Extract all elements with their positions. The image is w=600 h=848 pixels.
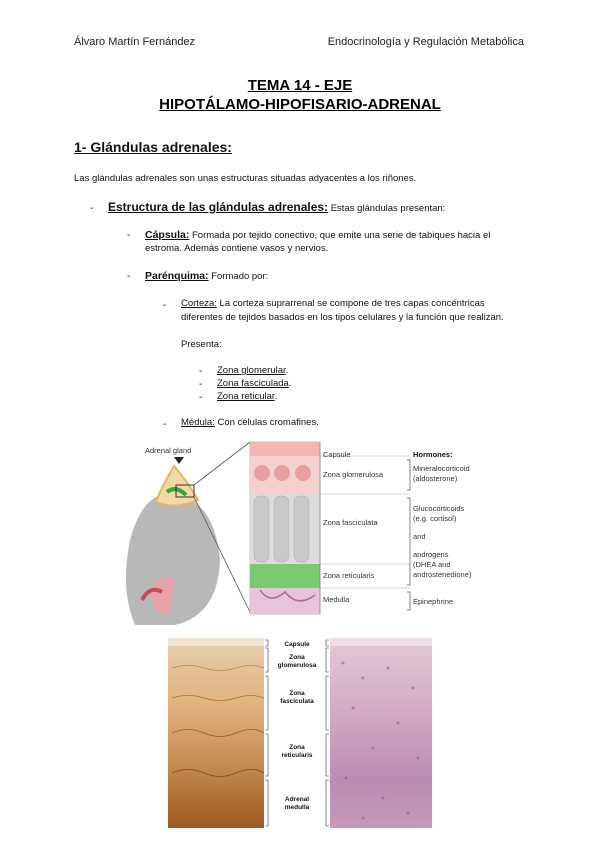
layer-label: Capsule <box>323 450 351 459</box>
histology-figure <box>168 638 432 828</box>
bullet-dash: - <box>199 366 203 377</box>
hormone-text: Glucocorticoids <box>413 504 465 513</box>
histology-micrograph <box>330 638 432 828</box>
medula-text: Con células cromafines. <box>214 417 319 428</box>
reticularis-layer <box>250 564 320 588</box>
hormone-text: (e.g. cortisol) <box>413 514 457 523</box>
page-title-line2: HIPOTÁLAMO-HIPOFISARIO-ADRENAL <box>159 96 441 113</box>
page-title-line1: TEMA 14 - EJE <box>247 77 353 94</box>
label-pointer-icon <box>174 457 184 464</box>
histology-label: Zona <box>289 654 305 661</box>
hormone-text: and <box>413 532 426 541</box>
histology-label: medulla <box>284 804 310 811</box>
corteza-line2: diferentes de tejidos basados en los tipos celulares y la función que realizan. <box>181 312 504 323</box>
histology-drawing <box>168 638 264 828</box>
section-heading: 1- Glándulas adrenales: <box>74 139 232 155</box>
capsula-term: Cápsula: <box>145 229 190 241</box>
hormone-text: (DHEA and <box>413 560 451 569</box>
histology-label: glomerulosa <box>277 662 317 669</box>
medula-line <box>181 416 319 430</box>
capsula-line1 <box>145 228 490 243</box>
capsule-layer <box>250 442 320 456</box>
histology-label: fasciculata <box>280 698 314 705</box>
header-author: Álvaro Martín Fernández <box>74 36 196 48</box>
bullet-dash: - <box>90 203 94 214</box>
layer-label: Zona fasciculata <box>323 518 378 527</box>
bullet-dash: - <box>199 379 203 390</box>
parenquima-line <box>145 269 268 284</box>
parenquima-text: Formado por: <box>208 271 269 282</box>
bullet-dash: - <box>127 271 131 282</box>
parenquima-term: Parénquima: <box>145 270 209 282</box>
intro-paragraph: Las glándulas adrenales son unas estructuras situadas adyacentes a los riñones. <box>74 173 417 184</box>
capsula-text: Formada por tejido conectivo, que emite una serie de tabiques hacia el <box>189 230 491 241</box>
hormone-text: Mineralocorticoid <box>413 464 470 473</box>
zona-item: Zona reticular. <box>217 391 278 402</box>
corteza-text: La corteza suprarrenal se compone de tres capas concéntricas <box>216 298 485 309</box>
histology-label: Capsule <box>284 641 310 648</box>
bullet-dash: - <box>127 230 131 241</box>
hormone-text: (aldosterone) <box>413 474 458 483</box>
layer-label: Zona reticularis <box>323 571 375 580</box>
zona-item: Zona glomerular. <box>217 365 289 376</box>
structure-text: Estas glándulas presentan: <box>328 203 446 214</box>
structure-line <box>108 200 445 216</box>
corteza-line1 <box>181 297 485 311</box>
layer-label: Zona glomerulosa <box>323 470 384 479</box>
hormone-text: androgens <box>413 550 449 559</box>
hormones-title: Hormones: <box>413 450 453 459</box>
hormone-text: Epinephrine <box>413 597 454 606</box>
presenta-label: Presenta: <box>181 339 222 350</box>
corteza-term: Corteza: <box>181 298 217 309</box>
header-subject: Endocrinología y Regulación Metabólica <box>327 36 524 48</box>
medula-term: Médula: <box>181 417 215 428</box>
zoom-line-top <box>194 442 250 485</box>
bullet-dash: - <box>163 300 167 311</box>
histology-label: reticularis <box>281 752 313 759</box>
adrenal-gland-label: Adrenal gland <box>145 446 192 455</box>
layer-label: Medulla <box>323 595 350 604</box>
capsula-line2: estroma. Además contiene vasos y nervios. <box>145 243 329 254</box>
kidney-shape <box>126 493 220 625</box>
adrenal-diagram-figure <box>120 440 490 630</box>
hormone-text: androstenedione) <box>413 570 472 579</box>
bullet-dash: - <box>163 419 167 430</box>
structure-title: Estructura de las glándulas adrenales: <box>108 200 329 214</box>
zona-item: Zona fasciculada. <box>217 378 292 389</box>
histology-label: Zona <box>289 690 305 697</box>
adrenal-gland-shape <box>156 466 198 506</box>
histology-label: Zona <box>289 744 305 751</box>
bullet-dash: - <box>199 392 203 403</box>
histology-label: Adrenal <box>284 796 310 803</box>
